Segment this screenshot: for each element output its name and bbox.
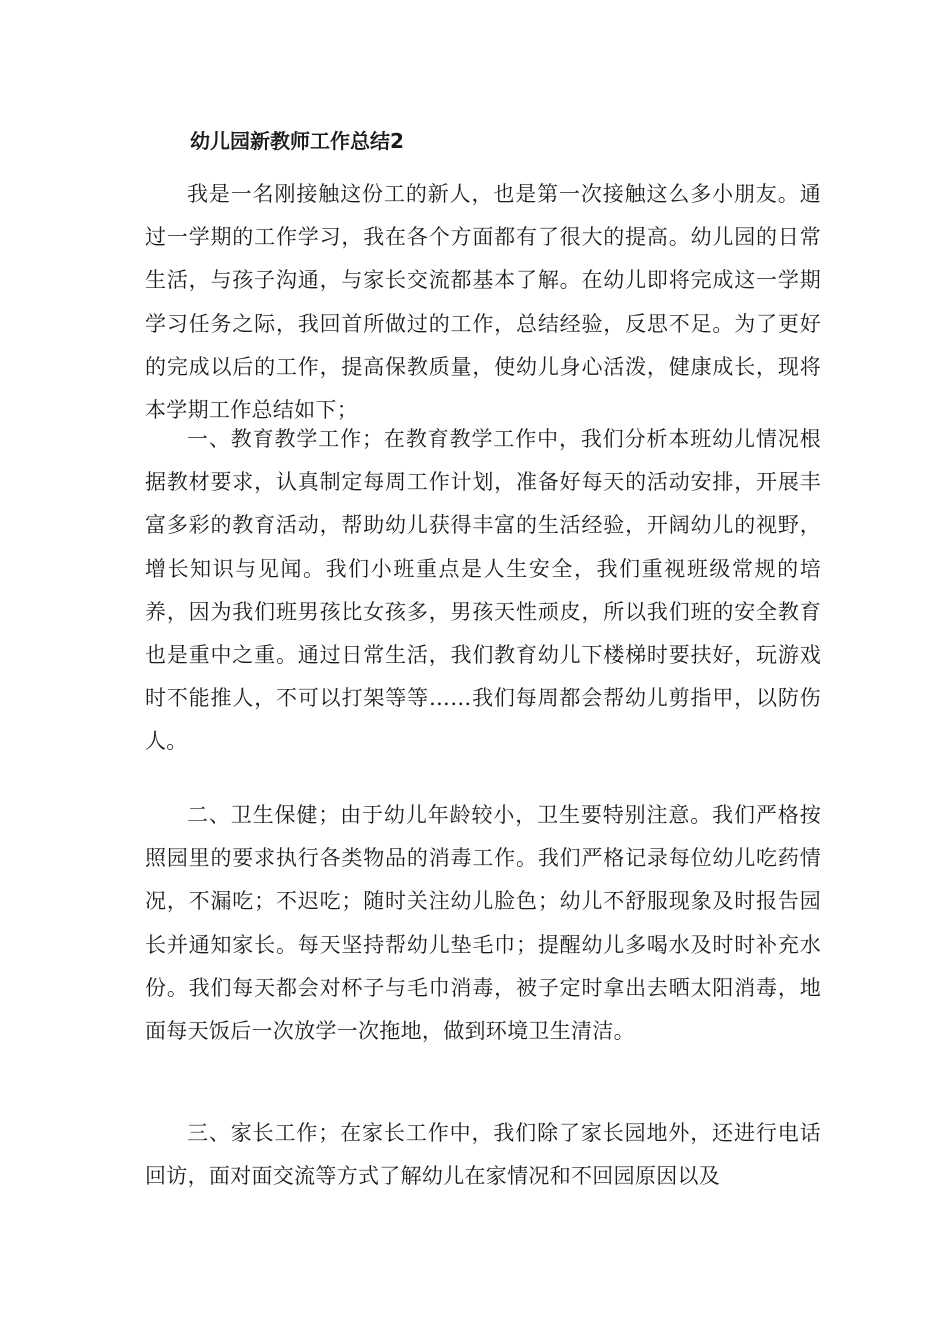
paragraph-parent-work: 三、家长工作；在家长工作中，我们除了家长园地外，还进行电话回访，面对面交流等方式了解幼儿在家情况和不回园原因以及 — [145, 1121, 821, 1189]
paragraph-health-care: 二、卫生保健；由于幼儿年龄较小，卫生要特别注意。我们严格按照园里的要求执行各类物品的消毒工作。我们严格记录每位幼儿吃药情况，不漏吃；不迟吃；随时关注幼儿脸色；幼儿不舒服现象及时报告园长并通知家长。每天坚持帮幼儿垫毛巾；提醒幼儿多喝水及时时补充水份。我们每天都会对杯子与毛巾消毒，被子定时拿出去晒太阳消毒，地面每天饭后一次放学一次拖地，做到环境卫生清洁。 — [145, 803, 821, 1044]
paragraph-teaching-work: 一、教育教学工作；在教育教学工作中，我们分析本班幼儿情况根据教材要求，认真制定每周工作计划，准备好每天的活动安排，开展丰富多彩的教育活动，帮助幼儿获得丰富的生活经验，开阔幼儿的视野，增长知识与见闻。我们小班重点是人生安全，我们重视班级常规的培养，因为我们班男孩比女孩多，男孩天性顽皮，所以我们班的安全教育也是重中之重。通过日常生活，我们教育幼儿下楼梯时要扶好，玩游戏时不能推人，不可以打架等等……我们每周都会帮幼儿剪指甲，以防伤人。 — [145, 427, 821, 754]
document-title: 幼儿园新教师工作总结2 — [190, 129, 404, 153]
paragraph-intro: 我是一名刚接触这份工的新人，也是第一次接触这么多小朋友。通过一学期的工作学习，我在各个方面都有了很大的提高。幼儿园的日常生活，与孩子沟通，与家长交流都基本了解。在幼儿即将完成这一学期学习任务之际，我回首所做过的工作，总结经验，反思不足。为了更好的完成以后的工作，提高保教质量，使幼儿身心活泼，健康成长，现将本学期工作总结如下； — [145, 182, 821, 423]
